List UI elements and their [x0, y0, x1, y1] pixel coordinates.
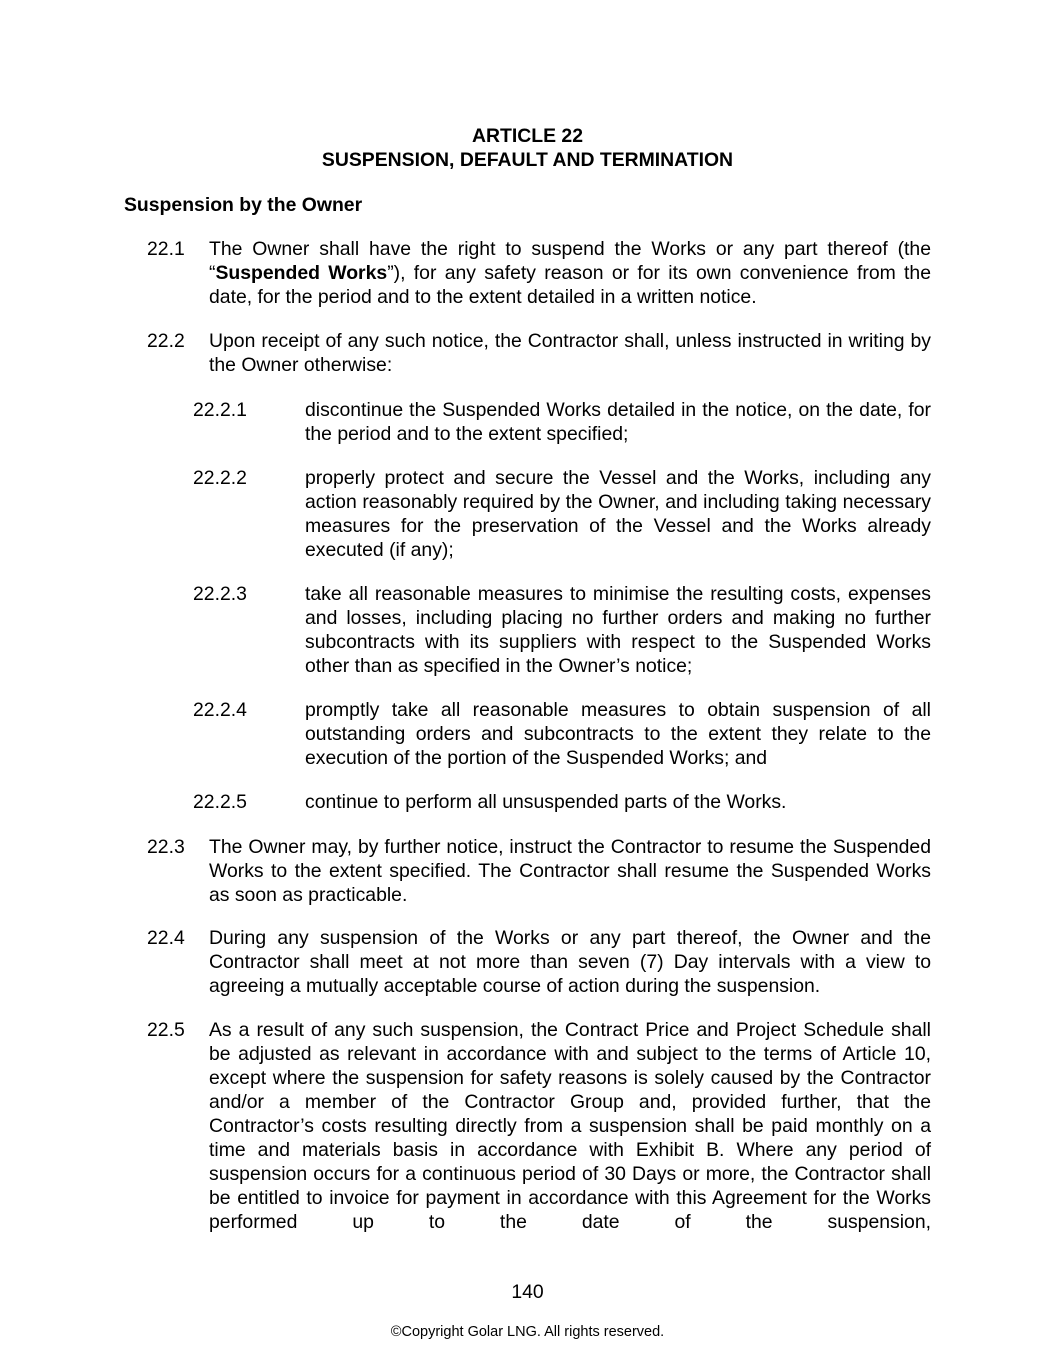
- clause-text: continue to perform all unsuspended parts of the Works.: [305, 791, 787, 813]
- clause-number: 22.2.1: [193, 399, 247, 421]
- clause-22-2-3: [193, 582, 931, 678]
- clause-text: As a result of any such suspension, the Contract Price and Project Schedule shall be adjusted as relevant in accordance with and subject to the terms of Article 10, except where the suspension for safety reasons is solely caused by the Contractor and/or a member of the Contractor Group and, provided further, that the Contractor’s costs resulting directly from a suspension shall be paid monthly on a time and materials basis in accordance with Exhibit B. Where any period of suspension occurs for a continuous period of 30 Days or more, the Contractor shall be entitled to invoice for payment in accordance with this Agreement for the Works performed up to the date of the suspension,: [209, 1019, 931, 1233]
- clause-number: 22.2.2: [193, 467, 247, 489]
- clause-22-2-5: [193, 790, 931, 814]
- clause-22-2: [147, 329, 931, 377]
- clause-22-3: [147, 835, 931, 907]
- clause-22-1: [147, 237, 931, 309]
- clause-number: 22.1: [147, 238, 185, 260]
- clause-text: The Owner shall have the right to suspend the Works or any part thereof (the “Suspended Works”), for any safety reason or for its own convenience from the date, for the period and to the extent detailed in a written notice.: [209, 238, 932, 308]
- clause-text: During any suspension of the Works or any part thereof, the Owner and the Contractor shall meet at not more than seven (7) Day intervals with a view to agreeing a mutually acceptable course of action during the suspension.: [209, 927, 931, 997]
- clause-text: take all reasonable measures to minimise the resulting costs, expenses and losses, including placing no further orders and making no further subcontracts with its suppliers with respect to the Suspended Works other than as specified in the Owner’s notice;: [305, 583, 931, 677]
- article-number: ARTICLE 22: [472, 125, 583, 147]
- clause-22-5: [147, 1018, 931, 1234]
- copyright-notice: ©Copyright Golar LNG. All rights reserved.: [390, 1324, 665, 1340]
- clause-22-2-4: [193, 698, 931, 770]
- clause-text: Upon receipt of any such notice, the Contractor shall, unless instructed in writing by the Owner otherwise:: [209, 330, 931, 376]
- defined-term: Suspended Works: [215, 262, 388, 284]
- clause-number: 22.2.3: [193, 583, 247, 605]
- clause-number: 22.2: [147, 330, 185, 352]
- clause-number: 22.5: [147, 1019, 185, 1041]
- clause-text: discontinue the Suspended Works detailed in the notice, on the date, for the period and to the extent specified;: [305, 399, 931, 445]
- page-number: 140: [511, 1281, 544, 1303]
- section-heading: Suspension by the Owner: [124, 194, 363, 216]
- clause-number: 22.2.4: [193, 699, 247, 721]
- clause-number: 22.3: [147, 836, 185, 858]
- clause-22-2-1: [193, 398, 931, 446]
- clause-text: The Owner may, by further notice, instruct the Contractor to resume the Suspended Works to the extent specified. The Contractor shall resume the Suspended Works as soon as practicable.: [209, 836, 931, 906]
- clause-number: 22.4: [147, 927, 185, 949]
- clause-text: properly protect and secure the Vessel and the Works, including any action reasonably required by the Owner, and including taking necessary measures for the preservation of the Vessel and the Works already executed (if any);: [305, 467, 931, 561]
- clause-22-4: [147, 926, 931, 998]
- clause-22-2-2: [193, 466, 931, 562]
- article-title: SUSPENSION, DEFAULT AND TERMINATION: [321, 149, 734, 171]
- clause-number: 22.2.5: [193, 791, 247, 813]
- clause-text: promptly take all reasonable measures to obtain suspension of all outstanding orders and subcontracts to the extent they relate to the execution of the portion of the Suspended Works; and: [305, 699, 931, 769]
